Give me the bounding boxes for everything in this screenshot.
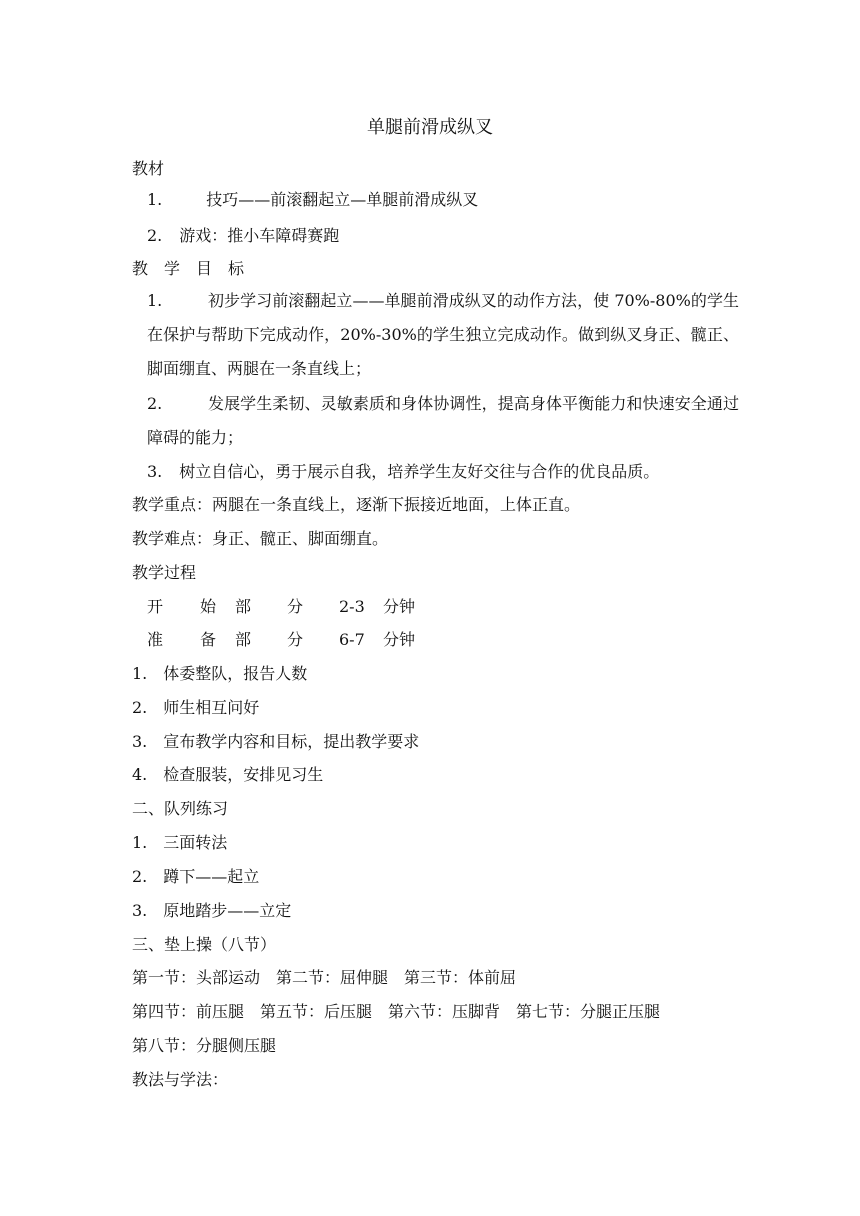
- list-item: [132, 900, 291, 922]
- phase-char: 始: [200, 597, 217, 616]
- mat-exercise-line: 第四节：前压腿 第五节：后压腿 第六节：压脚背 第七节：分腿正压腿: [132, 1002, 661, 1021]
- list-text: 技巧——前滚翻起立—单腿前滑成纵叉: [206, 190, 479, 209]
- list-item: [132, 663, 307, 685]
- phase-row: [147, 596, 447, 618]
- list-number: 3.: [132, 901, 148, 920]
- section-heading-mat: 三、垫上操（八节）: [132, 935, 277, 954]
- list-text: 宣布教学内容和目标，提出教学要求: [163, 732, 420, 751]
- section-heading-materials: 教材: [132, 159, 165, 178]
- goal-text: 初步学习前滚翻起立——单腿前滑成纵叉的动作方法，使 70%-80%的学生在保护与帮助下完成动作，20%-30%的学生独立完成动作。做到纵叉身正、髋正、脚面绷直、两腿在一条直线上；: [147, 291, 739, 378]
- list-item: [147, 189, 478, 211]
- list-number: 2.: [132, 698, 148, 717]
- list-text: 检查服装，安排见习生: [163, 765, 324, 784]
- phase-char: 部: [235, 597, 252, 616]
- goal-number: 1.: [147, 291, 163, 310]
- phase-time: 6-7: [339, 630, 365, 649]
- list-item: [132, 731, 419, 753]
- list-item: [132, 832, 227, 854]
- mat-exercise-line: 第八节：分腿侧压腿: [132, 1036, 277, 1055]
- list-item: [132, 764, 323, 786]
- phase-char: 准: [147, 630, 164, 649]
- phase-char: 分: [287, 597, 304, 616]
- phase-char: 部: [235, 630, 252, 649]
- goal-number: 2.: [147, 394, 163, 413]
- list-number: 1.: [132, 664, 148, 683]
- mat-exercise-line: 第一节：头部运动 第二节：屈伸腿 第三节：体前屈: [132, 968, 517, 987]
- list-number: 3.: [132, 732, 148, 751]
- phase-char: 开: [147, 597, 164, 616]
- section-heading-methods: 教法与学法：: [132, 1070, 229, 1089]
- list-text: 蹲下——起立: [163, 867, 260, 886]
- goal-text: 发展学生柔韧、灵敏素质和身体协调性，提高身体平衡能力和快速安全通过障碍的能力；: [147, 394, 739, 447]
- list-item: [147, 461, 659, 483]
- list-text: 体委整队，报告人数: [163, 664, 308, 683]
- list-number: 2.: [132, 867, 148, 886]
- phase-char: 备: [200, 630, 217, 649]
- goal-text: 树立自信心，勇于展示自我，培养学生友好交往与合作的优良品质。: [179, 462, 660, 481]
- list-number: 4.: [132, 765, 148, 784]
- list-item: [132, 866, 259, 888]
- key-point: 教学重点：两腿在一条直线上，逐渐下振接近地面，上体正直。: [132, 495, 581, 514]
- phase-unit: 分钟: [383, 597, 416, 616]
- phase-time: 2-3: [339, 597, 365, 616]
- phase-unit: 分钟: [383, 630, 416, 649]
- goal-number: 3.: [147, 462, 163, 481]
- page-title: 单腿前滑成纵叉: [367, 117, 493, 138]
- phase-row: [147, 629, 447, 651]
- difficulty: 教学难点：身正、髋正、脚面绷直。: [132, 529, 389, 548]
- list-text: 师生相互问好: [163, 698, 260, 717]
- section-heading-goals: 教 学 目 标: [132, 259, 245, 278]
- list-item: [147, 225, 339, 247]
- list-text: 原地踏步——立定: [163, 901, 292, 920]
- section-heading-drill: 二、队列练习: [132, 799, 229, 818]
- phase-char: 分: [287, 630, 304, 649]
- list-number: 1.: [132, 833, 148, 852]
- list-text: 游戏：推小车障碍赛跑: [179, 226, 340, 245]
- list-item: [132, 697, 259, 719]
- list-number: 1.: [147, 190, 163, 209]
- list-number: 2.: [147, 226, 163, 245]
- list-text: 三面转法: [163, 833, 228, 852]
- section-heading-process: 教学过程: [132, 563, 197, 582]
